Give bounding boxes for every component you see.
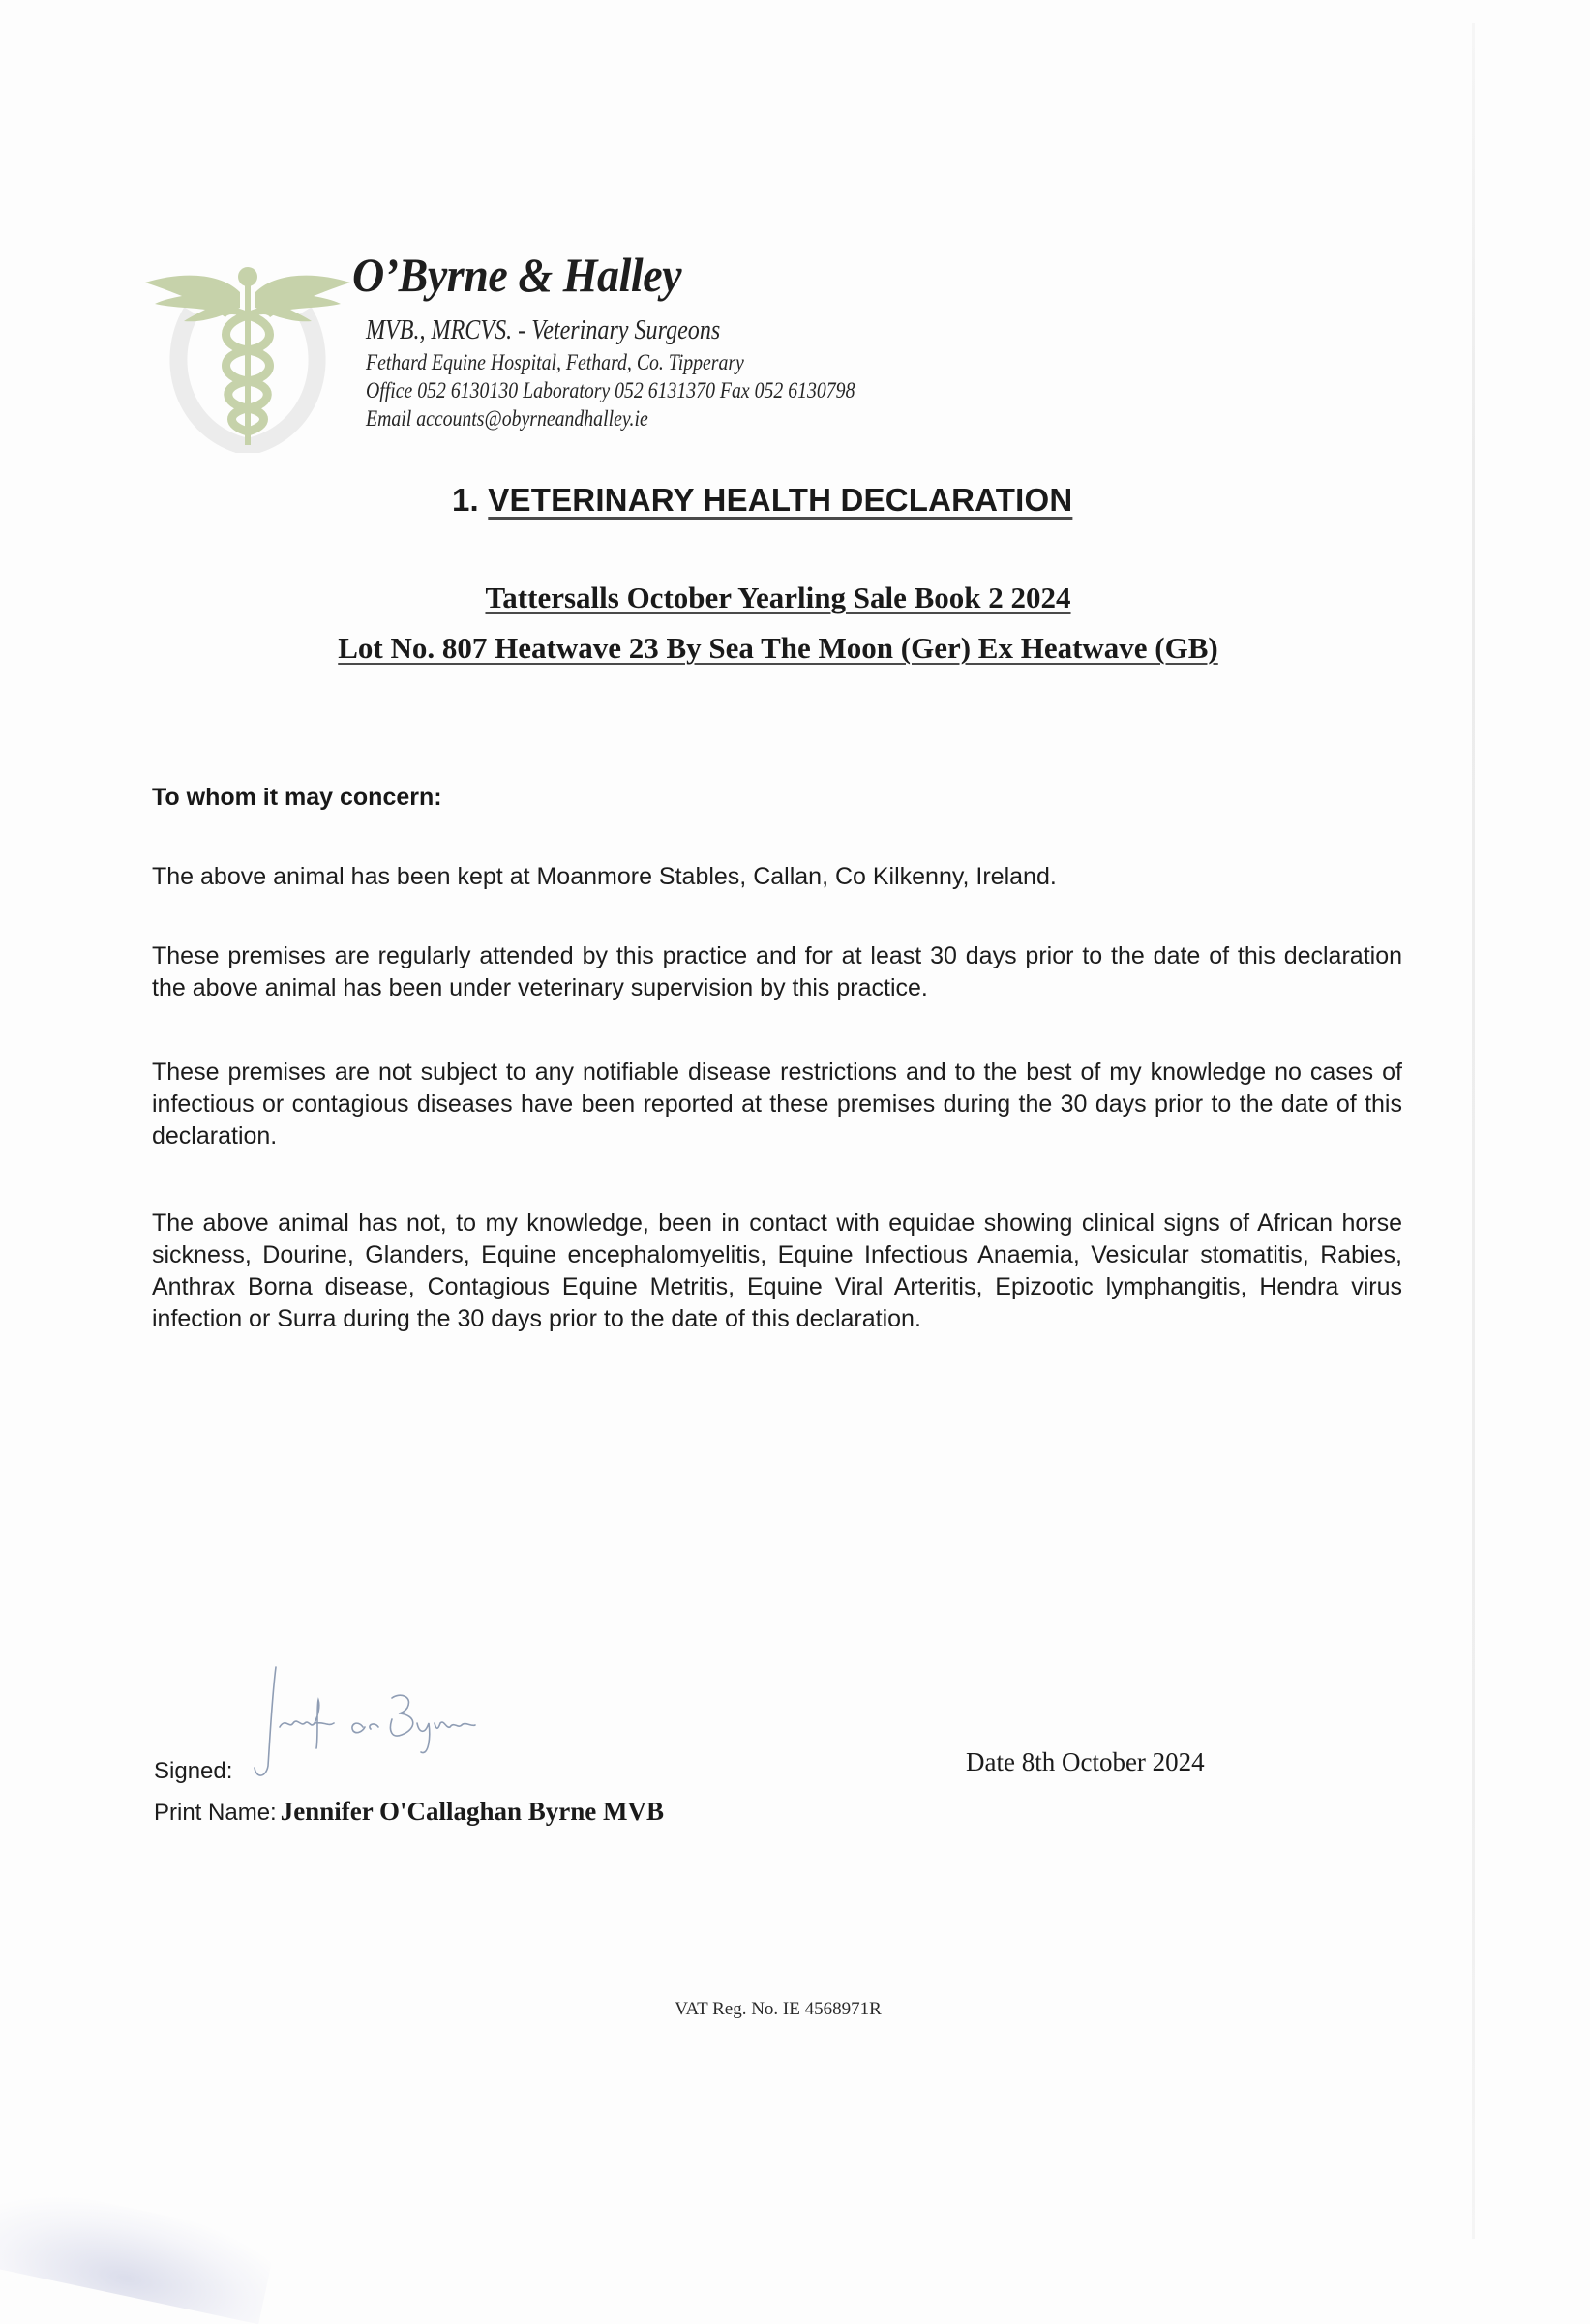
handwritten-signature	[247, 1659, 518, 1785]
scan-smudge	[0, 2175, 277, 2324]
document-heading	[452, 482, 1072, 519]
print-name-row	[154, 1797, 664, 1827]
scan-edge-line	[1472, 23, 1475, 2239]
paragraph-disease-restrictions: These premises are not subject to any notifiable disease restrictions and to the best of my knowledge no cases of infectious or contagious diseases have been reported at these premises during the 30 days prior to the date of this declaration.	[152, 1058, 1402, 1149]
vat-registration: VAT Reg. No. IE 4568971R	[675, 1999, 882, 2019]
paragraph-premises: The above animal has been kept at Moanmore Stables, Callan, Co Kilkenny, Ireland.	[152, 863, 1057, 890]
practice-qualifications: MVB., MRCVS. - Veterinary Surgeons	[366, 315, 721, 345]
print-name-value: Jennifer O'Callaghan Byrne MVB	[280, 1797, 664, 1826]
sale-title	[0, 581, 1556, 615]
practice-email-text: Email accounts@obyrneandhalley.ie	[366, 406, 648, 431]
sale-title-text: Tattersalls October Yearling Sale Book 2 2024	[485, 581, 1071, 614]
lot-title	[0, 631, 1556, 666]
heading-number: 1.	[452, 482, 479, 518]
caduceus-icon	[143, 253, 352, 453]
paragraph-supervision: These premises are regularly attended by this practice and for at least 30 days prior to the date of this declaration the above animal has been under veterinary supervision by this practice.	[152, 942, 1402, 1001]
paragraph-contact-declaration: The above animal has not, to my knowledge, been in contact with equidae showing clinical signs of African horse sickness, Dourine, Glanders, Equine encephalomyelitis, Equine Infectious Anaemia, Vesicular stomatitis, Rabies, Anthrax Borna disease, Contagious Equine Metritis, Equine Viral Arteritis, Epizootic lymphangitis, Hendra virus infection or Surra during the 30 days prior to the date of this declaration.	[152, 1209, 1402, 1332]
print-name-label: Print Name:	[154, 1800, 277, 1826]
signed-label: Signed:	[154, 1758, 233, 1784]
practice-name: O’Byrne & Halley	[352, 248, 682, 302]
heading-title: VETERINARY HEALTH DECLARATION	[488, 482, 1073, 518]
lot-title-text: Lot No. 807 Heatwave 23 By Sea The Moon (Ger) Ex Heatwave (GB)	[338, 631, 1218, 665]
declaration-date: Date 8th October 2024	[966, 1747, 1205, 1776]
practice-phones: Office 052 6130130 Laboratory 052 6131370 Fax 052 6130798	[366, 378, 855, 402]
greeting: To whom it may concern:	[152, 784, 442, 811]
practice-email[interactable]	[366, 406, 648, 432]
practice-address: Fethard Equine Hospital, Fethard, Co. Tipperary	[366, 350, 744, 374]
